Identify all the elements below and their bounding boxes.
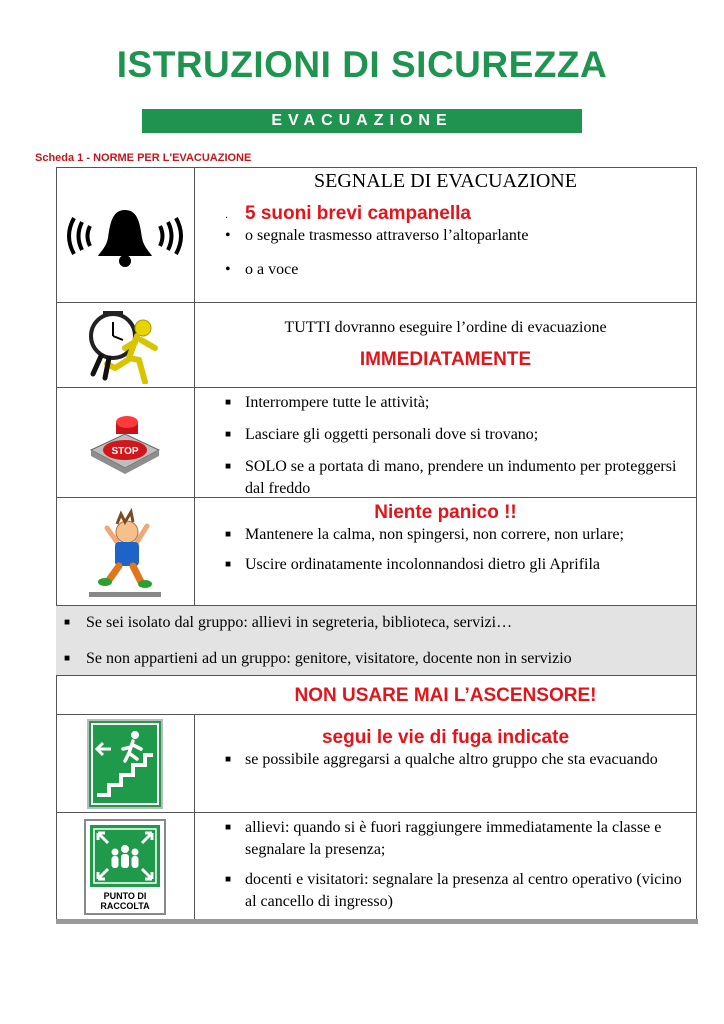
- bell-ringing-icon: [56, 168, 194, 303]
- table-shadow: [56, 919, 698, 924]
- immediate-red: IMMEDIATAMENTE: [359, 349, 532, 370]
- assembly-point-icon: [56, 813, 194, 920]
- stop-item-2: Lasciare gli oggetti personali dove si trovano;: [245, 426, 539, 443]
- row-panic: Niente panico !! ■ Mantenere la calma, non spingersi, non correre, non urlare; ■ Uscire ordinatamente incolonnandosi dietro gli Aprifila: [56, 497, 696, 606]
- isolated-item-1: Se sei isolato dal gruppo: allievi in segreteria, biblioteca, servizi…: [86, 614, 513, 631]
- row-elevator: [56, 675, 696, 715]
- signal-bullet-red: 5 suoni brevi campanella: [245, 203, 471, 224]
- section-band: EVACUAZIONE: [142, 109, 582, 133]
- row-isolated: ■ Se sei isolato dal gruppo: allievi in segreteria, biblioteca, servizi… ■ Se non appartieni ad un gruppo: genitore, visitatore, docente non in servizio: [56, 605, 696, 676]
- row-escape: segui le vie di fuga indicate ■ se possibile aggregarsi a qualche altro gruppo che sta evacuando: [56, 714, 696, 813]
- row-immediate: [56, 302, 696, 388]
- sheet-subtitle: Scheda 1 - NORME PER L'EVACUAZIONE: [35, 152, 252, 164]
- panic-item-1: Mantenere la calma, non spingersi, non correre, non urlare;: [245, 526, 624, 543]
- stop-item-3: SOLO se a portata di mano, prendere un indumento per proteggersi dal freddo: [245, 458, 677, 497]
- isolated-item-2: Se non appartieni ad un gruppo: genitore, visitatore, docente non in servizio: [86, 650, 572, 667]
- stop-button-icon: [56, 388, 194, 498]
- escape-item-1: se possibile aggregarsi a qualche altro gruppo che sta evacuando: [245, 751, 658, 768]
- emergency-exit-stairs-icon: [56, 715, 194, 813]
- assembly-item-2: docenti e visitatori: segnalare la presenza al centro operativo (vicino al cancello di ingresso): [245, 871, 682, 910]
- panic-red: Niente panico !!: [374, 502, 517, 523]
- signal-bullet-3: o a voce: [245, 261, 299, 278]
- panic-figure-icon: [56, 498, 194, 606]
- signal-bullet-2: o segnale trasmesso attraverso l’altoparlante: [245, 227, 529, 244]
- elevator-red: NON USARE MAI L’ASCENSORE!: [294, 685, 597, 706]
- assembly-sign-label-2: RACCOLTA: [100, 900, 150, 911]
- page-title: ISTRUZIONI DI SICUREZZA: [116, 44, 608, 85]
- signal-heading: SEGNALE DI EVACUAZIONE: [314, 170, 577, 192]
- running-clock-figure-icon: [56, 303, 194, 388]
- row-signal: SEGNALE DI EVACUAZIONE · 5 suoni brevi campanella • o segnale trasmesso attraverso l’altoparlante • o a voce: [56, 167, 696, 303]
- stop-item-1: Interrompere tutte le attività;: [245, 394, 430, 411]
- assembly-sign-label-1: PUNTO DI: [103, 890, 147, 901]
- panic-item-2: Uscire ordinatamente incolonnandosi dietro gli Aprifila: [245, 556, 601, 573]
- row-stop: STOP ■ Interrompere tutte le attività; ■ Lasciare gli oggetti personali dove si trovano; ■ SOLO se a portata di mano, prendere un indumento per proteggersi dal freddo: [56, 387, 696, 498]
- instructions-table: [56, 167, 696, 920]
- immediate-text: TUTTI dovranno eseguire l’ordine di evacuazione: [284, 319, 607, 336]
- row-assembly: PUNTO DI RACCOLTA ■ allievi: quando si è fuori raggiungere immediatamente la classe e segnalare la presenza; ■ docenti e visitatori: segnalare la presenza al centro operativo (vicino al cancello di ingresso): [56, 812, 696, 920]
- escape-red: segui le vie di fuga indicate: [321, 727, 570, 748]
- stop-button-label: STOP: [111, 446, 139, 457]
- assembly-item-1: allievi: quando si è fuori raggiungere immediatamente la classe e segnalare la presenza;: [245, 819, 662, 858]
